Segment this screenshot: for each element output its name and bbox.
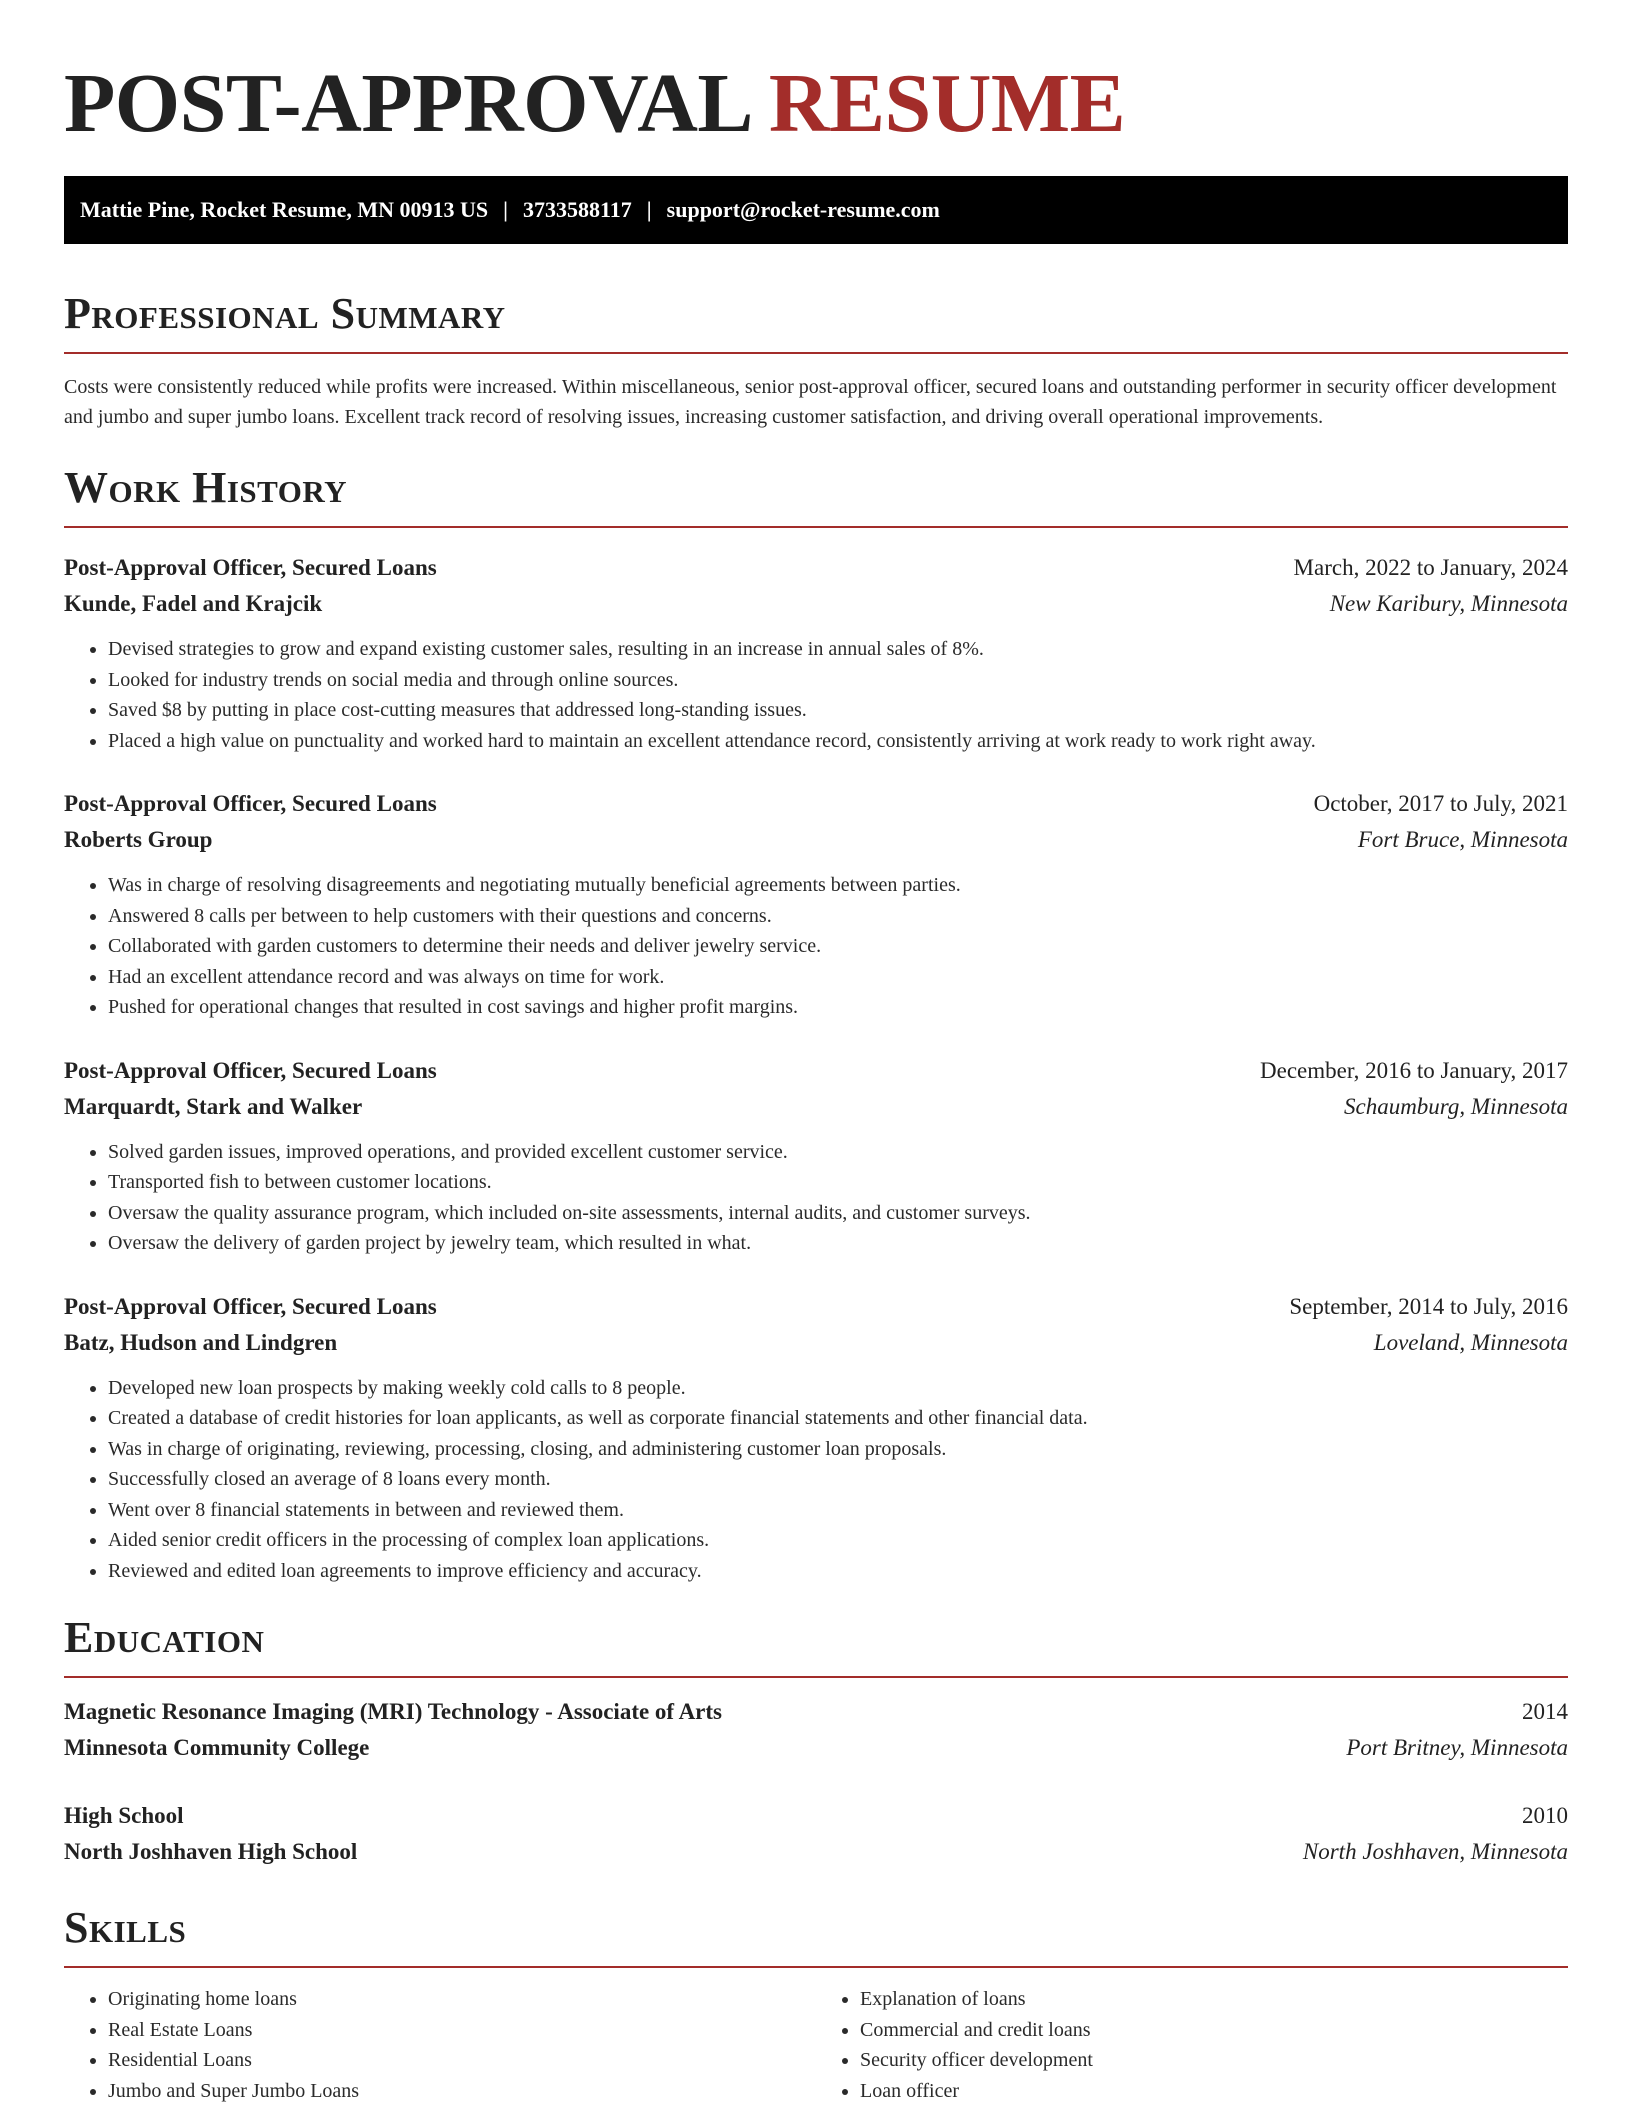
education-year: 2010 xyxy=(1522,1803,1568,1828)
section-heading-work: Work History xyxy=(64,462,1568,528)
job-title: Post-Approval Officer, Secured Loans xyxy=(64,791,437,816)
contact-separator: | xyxy=(503,197,508,222)
education-degree: Magnetic Resonance Imaging (MRI) Technology - Associate of Arts xyxy=(64,1699,723,1724)
job-company: Marquardt, Stark and Walker xyxy=(64,1093,363,1119)
job-bullet: • Oversaw the quality assurance program, which included on-site assessments, internal audits, and customer surveys. xyxy=(108,1198,1568,1229)
section-heading-summary: Professional Summary xyxy=(64,288,1568,354)
job-bullet: • Looked for industry trends on social media and through online sources. xyxy=(108,665,1568,696)
education-school: Minnesota Community College xyxy=(64,1735,370,1760)
skill-item: • Security officer development xyxy=(860,2045,1568,2076)
job-company: Batz, Hudson and Lindgren xyxy=(64,1329,338,1355)
skills-column-left xyxy=(64,1984,816,2106)
job-entry xyxy=(64,550,1568,756)
job-bullet: • Aided senior credit officers in the processing of complex loan applications. xyxy=(108,1525,1568,1556)
skills-column-right xyxy=(816,1984,1568,2106)
job-dates: March, 2022 to January, 2024 xyxy=(1293,555,1568,580)
contact-bar xyxy=(64,176,1568,244)
job-location: Loveland, Minnesota xyxy=(1373,1329,1568,1355)
job-bullets xyxy=(64,1137,1568,1259)
job-location: New Karibury, Minnesota xyxy=(1329,591,1568,616)
job-bullet: • Reviewed and edited loan agreements to improve efficiency and accuracy. xyxy=(108,1556,1568,1587)
job-entry xyxy=(64,1289,1568,1587)
contact-address: Mattie Pine, Rocket Resume, MN 00913 US xyxy=(80,197,489,222)
education-year: 2014 xyxy=(1522,1699,1568,1724)
job-bullet: • Devised strategies to grow and expand existing customer sales, resulting in an increase in annual sales of 8%. xyxy=(108,634,1568,665)
job-company: Kunde, Fadel and Krajcik xyxy=(64,591,323,616)
skill-item: • Originating home loans xyxy=(108,1984,816,2015)
education-section xyxy=(64,1612,1568,1870)
job-title: Post-Approval Officer, Secured Loans xyxy=(64,1293,437,1319)
skill-item: • Commercial and credit loans xyxy=(860,2015,1568,2046)
job-entry xyxy=(64,1053,1568,1259)
job-bullet: • Was in charge of originating, reviewing, processing, closing, and administering customer loan proposals. xyxy=(108,1434,1568,1465)
job-bullet: • Oversaw the delivery of garden project by jewelry team, which resulted in what. xyxy=(108,1228,1568,1259)
job-dates: December, 2016 to January, 2017 xyxy=(1260,1057,1568,1083)
skills-section xyxy=(64,1902,1568,2106)
work-history-section xyxy=(64,462,1568,1586)
resume-page xyxy=(64,0,1568,2106)
skill-item: • Jumbo and Super Jumbo Loans xyxy=(108,2076,816,2107)
job-bullet: • Placed a high value on punctuality and worked hard to maintain an excellent attendance record, consistently arriving at work ready to work right away. xyxy=(108,726,1568,757)
job-bullet: • Successfully closed an average of 8 loans every month. xyxy=(108,1464,1568,1495)
education-school: North Joshhaven High School xyxy=(64,1839,358,1864)
job-location: Fort Bruce, Minnesota xyxy=(1357,827,1568,852)
job-company: Roberts Group xyxy=(64,827,213,852)
summary-text: Costs were consistently reduced while profits were increased. Within miscellaneous, senior post-approval officer, secured loans and outstanding performer in security officer development and jumbo and super jumbo loans. Excellent track record of resolving issues, increasing customer satisfaction, and driving overall operational improvements. xyxy=(64,376,1557,428)
title-main: POST-APPROVAL xyxy=(64,57,769,150)
job-bullets xyxy=(64,870,1568,1023)
job-dates: October, 2017 to July, 2021 xyxy=(1313,791,1568,816)
education-location: North Joshhaven, Minnesota xyxy=(1302,1839,1568,1864)
job-dates: September, 2014 to July, 2016 xyxy=(1289,1293,1568,1319)
job-bullet: • Saved $8 by putting in place cost-cutting measures that addressed long-standing issues. xyxy=(108,695,1568,726)
job-bullet: • Went over 8 financial statements in between and reviewed them. xyxy=(108,1495,1568,1526)
professional-summary-section xyxy=(64,288,1568,432)
job-bullet: • Answered 8 calls per between to help customers with their questions and concerns. xyxy=(108,901,1568,932)
education-entry xyxy=(64,1694,1568,1766)
job-location: Schaumburg, Minnesota xyxy=(1343,1093,1568,1119)
skill-item: • Residential Loans xyxy=(108,2045,816,2076)
job-bullet: • Solved garden issues, improved operations, and provided excellent customer service. xyxy=(108,1137,1568,1168)
job-bullet: • Collaborated with garden customers to determine their needs and deliver jewelry service. xyxy=(108,931,1568,962)
job-bullet: • Was in charge of resolving disagreements and negotiating mutually beneficial agreements between parties. xyxy=(108,870,1568,901)
job-bullet: • Developed new loan prospects by making weekly cold calls to 8 people. xyxy=(108,1373,1568,1404)
job-bullets xyxy=(64,634,1568,756)
contact-phone: 3733588117 xyxy=(523,197,632,222)
education-degree: High School xyxy=(64,1803,184,1828)
job-bullet: • Pushed for operational changes that resulted in cost savings and higher profit margins. xyxy=(108,992,1568,1023)
job-bullet: • Had an excellent attendance record and was always on time for work. xyxy=(108,962,1568,993)
job-title: Post-Approval Officer, Secured Loans xyxy=(64,1057,437,1083)
resume-title xyxy=(64,0,1568,154)
title-accent: RESUME xyxy=(768,57,1126,150)
job-title: Post-Approval Officer, Secured Loans xyxy=(64,555,437,580)
skill-item: • Loan officer xyxy=(860,2076,1568,2107)
education-entry xyxy=(64,1798,1568,1870)
job-bullet: • Transported fish to between customer locations. xyxy=(108,1167,1568,1198)
education-location: Port Britney, Minnesota xyxy=(1346,1735,1568,1760)
job-entry xyxy=(64,786,1568,1023)
job-bullets xyxy=(64,1373,1568,1587)
skill-item: • Real Estate Loans xyxy=(108,2015,816,2046)
contact-separator: | xyxy=(646,197,652,222)
job-bullet: • Created a database of credit histories for loan applicants, as well as corporate financial statements and other financial data. xyxy=(108,1403,1568,1434)
contact-email: support@rocket-resume.com xyxy=(666,197,940,222)
section-heading-skills: Skills xyxy=(64,1902,1568,1968)
skill-item: • Explanation of loans xyxy=(860,1984,1568,2015)
section-heading-education: Education xyxy=(64,1612,1568,1678)
skills-grid xyxy=(64,1984,1568,2106)
